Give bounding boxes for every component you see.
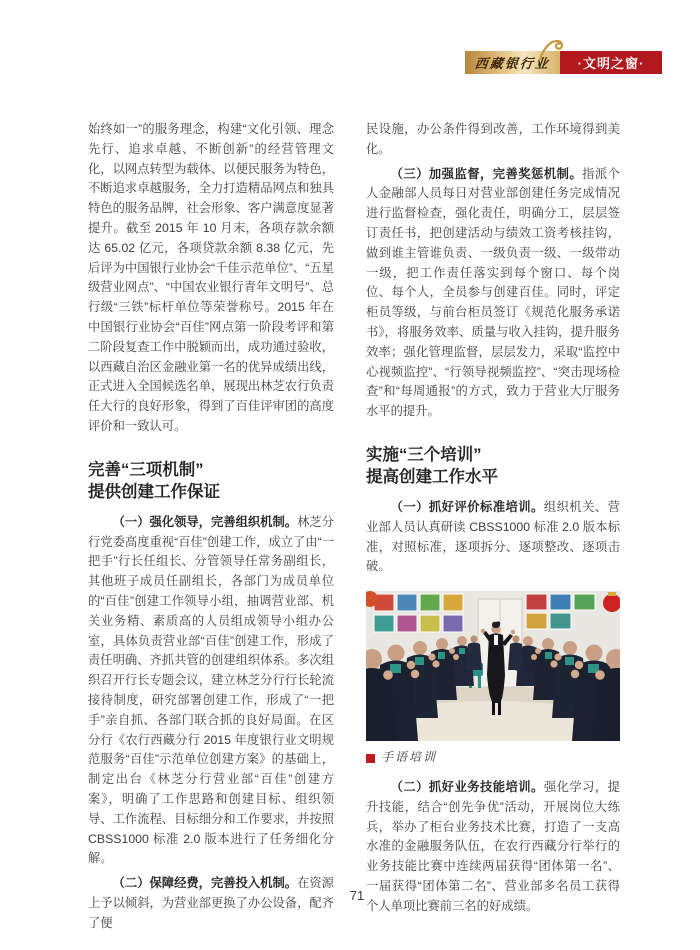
section-title: ·文明之窗·	[577, 56, 645, 71]
section-heading-2-line1: 实施“三个培训”	[366, 445, 482, 464]
paragraph-organization	[88, 513, 334, 869]
caption-bullet-icon	[366, 754, 375, 763]
paragraph-supervision-lead: （三）加强监督，完善奖惩机制。	[390, 166, 583, 181]
paragraph-standards-training-lead: （一）抓好评价标准培训。	[390, 499, 544, 514]
paragraph-supervision-body: 指派个人金融部人员每日对营业部创建任务完成情况进行监督检查，强化责任，明确分工，层层签订责任书，把创建活动与绩效工资考核挂钩，做到谁主管谁负责、一级负责一级、一级带动一级，把工作责任落实到每个窗口、每个岗位、每个人，全员参与创建百佳。同时，评定柜员等级，与前台柜员签订《规范化服务承诺书》，将服务效率、质量与收入挂钩，提升服务效率；强化管理监督，层层发力，采取“监控中心视频监控”、“行领导视频监控”、“突击现场检查”和“每周通报”的方式，致力于营业大厅服务水平的提升。	[366, 166, 620, 419]
paragraph-skills-training	[366, 778, 620, 917]
right-column	[366, 120, 620, 917]
paragraph-funding-lead: （二）保障经费，完善投入机制。	[112, 876, 298, 891]
paragraph-organization-lead: （一）强化领导，完善组织机制。	[112, 514, 298, 529]
paragraph-organization-body: 林芝分行党委高度重视“百佳”创建工作，成立了由“一把手”行长任组长、分管领导任常务副组长，其他班子成员任副组长，各部门为成员单位的“百佳”创建工作领导小组，抽调营业部、机关业务精、素质高的人员组成领导小组办公室，具体负责营业部“百佳”创建工作，形成了责任明确、齐抓共管的创建组织体系。多次组织召开行长专题会议，建立林芝分行行长轮流接待制度，研究部署创建工作，形成了“一把手”亲自抓、各部门联合抓的良好局面。在区分行《农行西藏分行 2015 年度银行业文明规范服务“百佳”示范单位创建方案》的基础上，制定出台《林芝分行营业部“百佳”创建方案》，明确了工作思路和创建目标、组织领导、工作流程、目标细分和工作要求，并按照 CBSS1000 标准 2.0 版本进行了任务细化分解。	[88, 514, 334, 866]
magazine-title: 西藏银行业	[473, 57, 551, 72]
left-column	[88, 120, 334, 933]
flourish-icon	[538, 38, 564, 60]
paragraph-supervision	[366, 165, 620, 422]
paragraph-funding	[88, 874, 334, 933]
paragraph-funding-continuation: 民设施，办公条件得到改善，工作环境得到美化。	[366, 122, 620, 156]
section-heading-2-line2: 提高创建工作水平	[366, 467, 498, 486]
photo-caption-text: 手语培训	[381, 750, 438, 765]
training-photo-illustration	[366, 591, 620, 741]
section-heading-1	[88, 459, 334, 503]
section-heading-1-line2: 提供创建工作保证	[88, 482, 220, 501]
paragraph-funding-body: 在资源上予以倾斜，为营业部更换了办公设备，配齐了便	[88, 876, 334, 930]
photo-caption	[366, 748, 620, 768]
paragraph-skills-training-body: 强化学习，提升技能，结合“创先争优”活动，开展岗位大练兵，举办了柜台业务技术比赛，打造了一支高水准的金融服务队伍，在农行西藏分行举行的业务技能比赛中连续两届获得“团体第一名”、一届获得“团体第二名”、营业部多名员工获得个人单项比赛前三名的好成绩。	[366, 779, 620, 913]
section-heading-2	[366, 444, 620, 488]
paragraph-skills-training-lead: （二）抓好业务技能培训。	[390, 779, 544, 794]
section-heading-1-line1: 完善“三项机制”	[88, 460, 204, 479]
page-number: 71	[349, 888, 365, 903]
paragraph-standards-training	[366, 498, 620, 577]
paragraph-standards-training-body: 组织机关、营业部人员认真研读 CBSS1000 标准 2.0 版本标准，对照标准，逐项拆分、逐项整改、逐项击破。	[366, 499, 620, 574]
banner-red-segment	[560, 51, 662, 74]
intro-paragraph: 始终如一”的服务理念，构建“文化引领、理念先行、追求卓越、不断创新”的经营管理文化，以网点转型为载体、以便民服务为特色，不断追求卓越服务，全力打造精品网点和独具特色的服务品牌，社会形象、客户满意度显著提升。截至 2015 年 10 月末，各项存款余额达 65.02 亿元，各项贷款余额 8.38 亿元，先后评为中国银行业协会“千佳示范单位”、“五星级营业网点”、“中国农业银行青年文明号”、总行级“三铁”标杆单位等荣誉称号。2015 年在中国银行业协会“百佳”网点第一阶段考评和第二阶段复查工作中脱颖而出，成功通过验收，以西藏自治区金融业第一名的优异成绩出线，正式进入全国候选名单，展现出林芝农行负责任大行的良好形象，得到了百佳评审团的高度评价和一致认可。	[88, 122, 334, 433]
header-banner	[465, 51, 662, 74]
training-photo	[366, 591, 620, 741]
